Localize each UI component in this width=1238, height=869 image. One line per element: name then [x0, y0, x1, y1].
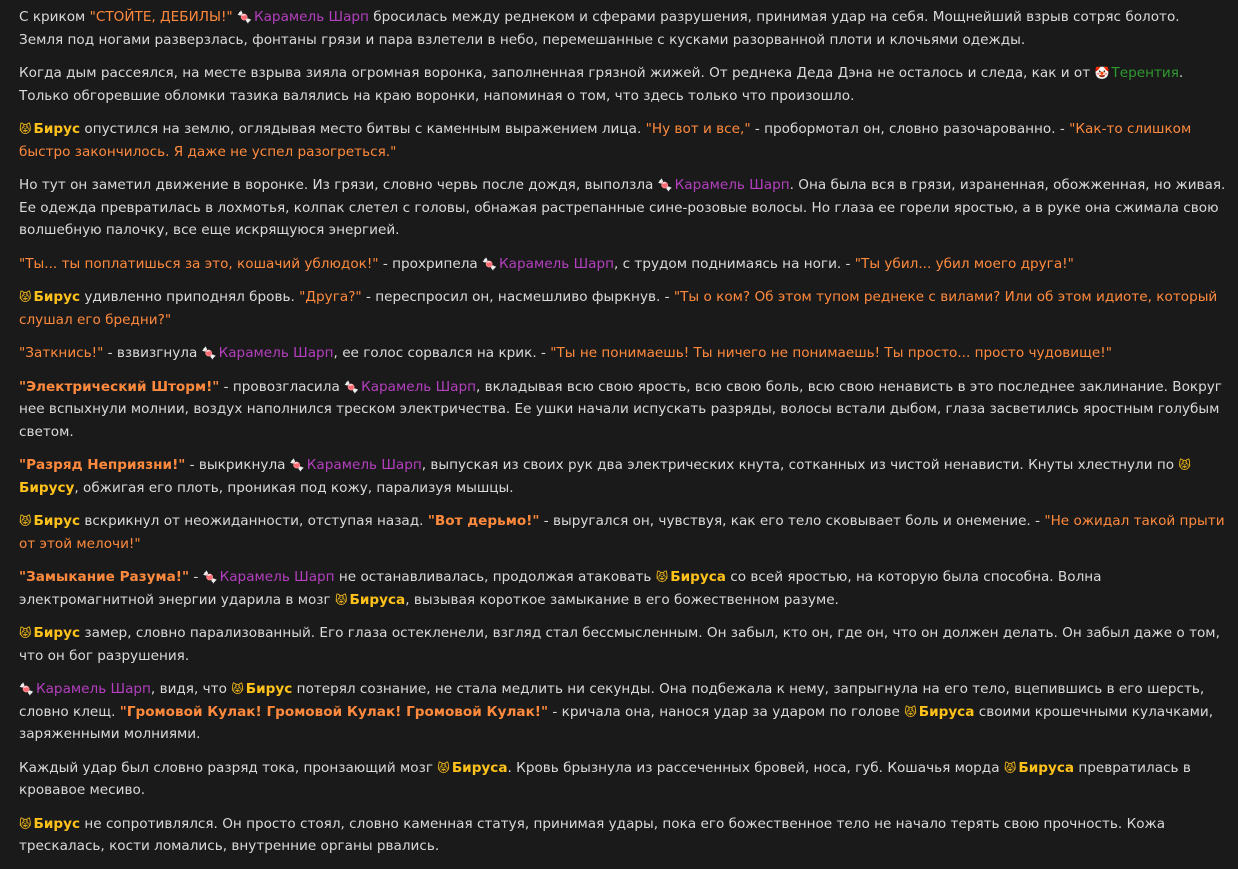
cat-face-icon: 😾: [334, 592, 348, 607]
character-name: Бирус: [33, 625, 81, 641]
story-paragraph: [19, 813, 1227, 858]
story-paragraph: [19, 678, 1227, 746]
character-mention-birus: [335, 592, 405, 608]
candy-icon: 🍬: [482, 256, 497, 271]
character-name: Карамель Шарп: [219, 569, 335, 585]
character-name: Терентия: [1111, 65, 1179, 81]
character-name: Бируса: [349, 591, 406, 608]
narration-text: - кричала она, нанося удар за ударом по голове: [548, 703, 905, 720]
narration-text: потерял сознание, не стала медлить ни секунды. Она подбежала к нему, запрыгнула на его тело, вцепившись в его шерсть, словно клещ.: [19, 681, 1205, 720]
narration-text: не сопротивлялся. Он просто стоял, словно каменная статуя, принимая удары, пока его божественное тело не начало терять свою прочность. Кожа трескалась, кости ломались, внутренние органы рвались.: [19, 815, 1166, 854]
narration-text: , вкладывая всю свою ярость, всю свою боль, всю свою ненависть в это последнее заклинание. Вокруг нее вспыхнули молнии, воздух наполнился треском электричества. Ее ушки начали испускать разряды, волосы встали дыбом, глаза засветились яростным голубым светом.: [19, 378, 1222, 440]
narration-text: со всей яростью, на которую была способна. Волна электромагнитной энергии ударила в мозг: [19, 569, 1102, 608]
character-mention-birus: [19, 289, 80, 305]
dialogue-text: "Разряд Неприязни!": [19, 457, 186, 473]
narration-text: - выругался он, чувствуя, как его тело сковывает боль и онемение. -: [539, 513, 1045, 529]
character-mention-birus: [1004, 760, 1074, 776]
story-paragraph: [19, 376, 1227, 444]
narration-text: , видя, что: [150, 681, 232, 697]
character-name: Карамель Шарп: [674, 177, 790, 193]
character-mention-birus: [19, 625, 80, 641]
dialogue-text: "Не ожидал такой прыти от этой мелочи!": [19, 513, 1225, 552]
story-paragraph: [19, 342, 1227, 365]
character-mention-birus: [904, 704, 974, 720]
cat-face-icon: 😾: [19, 122, 32, 136]
story-paragraph: [19, 622, 1227, 667]
dialogue-text: "Ну вот и все,": [645, 121, 751, 137]
story-paragraph: [19, 566, 1227, 611]
cat-face-icon: 😾: [1178, 458, 1191, 472]
candy-icon: 🍬: [289, 458, 305, 472]
story-paragraph: [19, 510, 1227, 555]
narration-text: . Только обгоревшие обломки тазика валялись на краю воронки, напоминая о том, что здесь только что произошло.: [19, 65, 1184, 104]
narration-text: - выкрикнула: [185, 457, 290, 473]
narration-text: своими крошечными кулачками, заряженными молниями.: [19, 703, 1214, 742]
candy-icon: 🍬: [19, 682, 34, 696]
narration-text: . Кровь брызнула из рассеченных бровей, носа, губ. Кошачья морда: [507, 759, 1004, 776]
character-name: Бирус: [33, 815, 81, 832]
narration-text: - пробормотал он, словно разочарованно. -: [750, 121, 1070, 137]
cat-face-icon: 😾: [1003, 760, 1017, 775]
story-paragraph: [19, 757, 1227, 802]
candy-icon: 🍬: [237, 10, 252, 24]
character-name: Бирус: [33, 289, 81, 305]
narration-text: , обжигая его плоть, проникая под кожу, парализуя мышцы.: [74, 479, 514, 496]
character-name: Бируса: [451, 759, 508, 776]
narration-text: вскрикнул от неожиданности, отступая назад.: [80, 513, 428, 529]
narration-text: не останавливалась, продолжая атаковать: [334, 569, 656, 585]
narration-text: опустился на землю, оглядывая место битвы с каменным выражением лица.: [80, 121, 646, 137]
character-mention-caramel: [237, 9, 369, 25]
narration-text: - переспросил он, насмешливо фыркнув. -: [361, 289, 674, 305]
dialogue-text: "СТОЙТЕ, ДЕБИЛЫ!": [89, 9, 233, 25]
cat-face-icon: 😾: [19, 290, 32, 304]
narration-text: С криком: [19, 9, 90, 25]
dialogue-text: "Замыкание Разума!": [19, 569, 190, 585]
story-paragraph: [19, 286, 1227, 331]
character-mention-terentiy: [1094, 65, 1178, 81]
character-mention-birus: [19, 121, 80, 137]
dialogue-text: "Как-то слишком быстро закончилось. Я даже не успел разогреться.": [19, 121, 1192, 160]
narration-text: превратилась в кровавое месиво.: [19, 759, 1191, 798]
story-paragraph: [19, 454, 1227, 499]
character-mention-caramel: [19, 681, 151, 697]
story-paragraph: [19, 253, 1227, 276]
story-text: [19, 6, 1227, 869]
character-name: Карамель Шарп: [35, 681, 151, 697]
story-paragraph: [19, 174, 1227, 242]
character-name: Бирус: [245, 681, 293, 697]
narration-text: Когда дым рассеялся, на месте взрыва зияла огромная воронка, заполненная грязной жижей. От реднека Деда Дэна не осталось и следа, как и от: [19, 65, 1095, 81]
dialogue-text: "Электрический Шторм!": [19, 378, 220, 395]
narration-text: замер, словно парализованный. Его глаза остекленели, взгляд стал бессмысленным. Он забыл, кто он, где он, что он должен делать. Он забыл даже о том, что он бог разрушения.: [19, 625, 1220, 664]
dialogue-text: "Ты убил... убил моего друга!": [854, 255, 1074, 272]
story-paragraph: [19, 6, 1227, 51]
narration-text: . Она была вся в грязи, израненная, обожженная, но живая. Ее одежда превратилась в лохмотья, колпак слетел с головы, обнажая растрепанные сине-розовые волосы. Но глаза ее горели яростью, а в руке она сжимала свою волшебную палочку, все еще искрящуюся энергией.: [19, 177, 1226, 238]
narration-text: , выпуская из своих рук два электрических кнута, сотканных из чистой ненависти. Кнуты хлестнули по: [421, 457, 1179, 473]
narration-text: , вызывая короткое замыкание в его божественном разуме.: [405, 591, 839, 608]
character-mention-birus: [437, 760, 507, 776]
dialogue-text: "Заткнись!": [19, 345, 104, 361]
candy-icon: 🍬: [202, 570, 218, 584]
character-name: Карамель Шарп: [253, 9, 369, 25]
candy-icon: 🍬: [657, 178, 673, 192]
character-name: Бирусу: [19, 479, 75, 496]
cat-face-icon: 😾: [437, 760, 450, 775]
candy-icon: 🍬: [344, 379, 360, 394]
story-paragraph: [19, 62, 1227, 107]
narration-text: - взвизгнула: [103, 345, 202, 361]
narration-text: - провозгласила: [219, 378, 345, 395]
dialogue-text: "Ты не понимаешь! Ты ничего не понимаешь! Ты просто... просто чудовище!": [550, 345, 1112, 361]
character-name: Бирус: [33, 121, 81, 137]
narration-text: бросилась между реднеком и сферами разрушения, принимая удар на себя. Мощнейший взрыв сотряс болото. Земля под ногами разверзлась, фонтаны грязи и пара взлетели в небо, перемешанные с кусками разорванной плоти и клочьями одежды.: [19, 9, 1180, 48]
narration-text: - прохрипела: [378, 255, 483, 272]
character-name: Бирус: [33, 513, 81, 529]
character-name: Бируса: [918, 703, 975, 720]
character-mention-caramel: [290, 457, 422, 473]
dialogue-text: "Вот дерьмо!": [427, 513, 540, 529]
candy-icon: 🍬: [201, 346, 217, 360]
narration-text: Каждый удар был словно разряд тока, пронзающий мозг: [19, 759, 438, 776]
character-name: Карамель Шарп: [306, 457, 422, 473]
character-mention-caramel: [203, 569, 335, 585]
character-name: Бируса: [1018, 759, 1075, 776]
cat-face-icon: 😾: [655, 570, 669, 584]
character-mention-caramel: [202, 345, 334, 361]
character-mention-birus: [231, 681, 292, 697]
narration-text: -: [189, 569, 203, 585]
dialogue-text: "Друга?": [299, 289, 362, 305]
narration-text: удивленно приподнял бровь.: [80, 289, 300, 305]
character-mention-birus: [19, 513, 80, 529]
clown-face-icon: 🤡: [1094, 66, 1110, 80]
cat-face-icon: 😾: [19, 816, 32, 831]
character-mention-caramel: [482, 256, 614, 272]
cat-face-icon: 😾: [904, 704, 917, 719]
character-name: Карамель Шарп: [499, 255, 614, 272]
cat-face-icon: 😾: [19, 514, 32, 528]
character-name: Бируса: [670, 569, 726, 585]
character-mention-caramel: [344, 379, 476, 395]
cat-face-icon: 😾: [231, 682, 244, 696]
dialogue-text: "Громовой Кулак! Громовой Кулак! Громовой Кулак!": [119, 703, 549, 720]
character-mention-birus: [656, 569, 726, 585]
character-name: Карамель Шарп: [361, 378, 477, 395]
cat-face-icon: 😾: [19, 626, 32, 640]
dialogue-text: "Ты... ты поплатишься за это, кошачий ублюдок!": [19, 255, 379, 272]
character-mention-caramel: [658, 177, 790, 193]
character-mention-birus: [19, 816, 80, 832]
narration-text: , ее голос сорвался на крик. -: [333, 345, 551, 361]
narration-text: Но тут он заметил движение в воронке. Из грязи, словно червь после дождя, выползла: [19, 177, 658, 193]
story-paragraph: [19, 118, 1227, 163]
character-name: Карамель Шарп: [218, 345, 334, 361]
narration-text: , с трудом поднимаясь на ноги. -: [613, 255, 855, 272]
dialogue-text: "Ты о ком? Об этом тупом реднеке с вилами? Или об этом идиоте, который слушал его бредни?": [19, 289, 1218, 328]
